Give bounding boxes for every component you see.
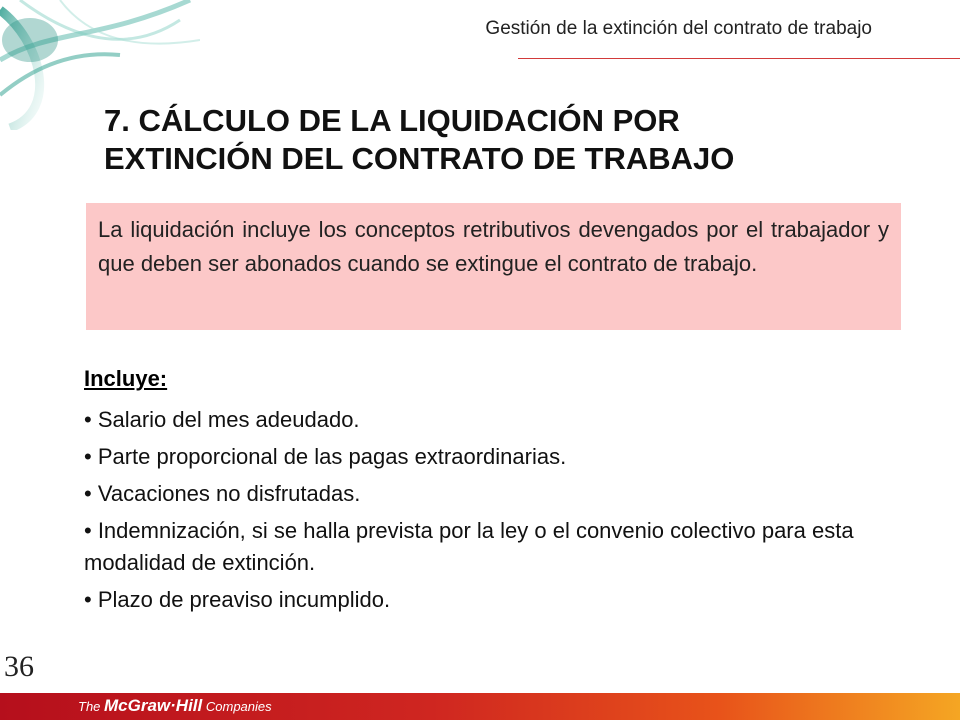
brand-prefix: The [78, 699, 105, 714]
brand-name: McGraw·Hill [104, 696, 203, 715]
list-item: • Vacaciones no disfrutadas. [84, 481, 361, 506]
page-title-line-1: 7. CÁLCULO DE LA LIQUIDACIÓN POR [104, 103, 680, 138]
footer-bar [0, 693, 960, 720]
list-heading: Incluye: [84, 366, 168, 391]
list-item: • Indemnización, si se halla prevista por la ley o el convenio colectivo para esta modalidad de extinción. [84, 518, 854, 575]
header-divider [518, 58, 960, 59]
list-item: • Plazo de preaviso incumplido. [84, 587, 391, 612]
publisher-logo [78, 695, 272, 718]
list-item: • Salario del mes adeudado. [84, 407, 360, 432]
page-title [104, 102, 904, 178]
header-subtitle: Gestión de la extinción del contrato de trabajo [485, 18, 872, 39]
includes-list [84, 364, 904, 621]
definition-box: La liquidación incluye los conceptos retributivos devengados por el trabajador y que deben ser abonados cuando se extingue el contrato de trabajo. [86, 203, 901, 330]
list-item: • Parte proporcional de las pagas extraordinarias. [84, 444, 567, 469]
brand-suffix: Companies [202, 699, 272, 714]
page-title-line-2: EXTINCIÓN DEL CONTRATO DE TRABAJO [104, 141, 735, 176]
page-number: 36 [4, 650, 34, 683]
